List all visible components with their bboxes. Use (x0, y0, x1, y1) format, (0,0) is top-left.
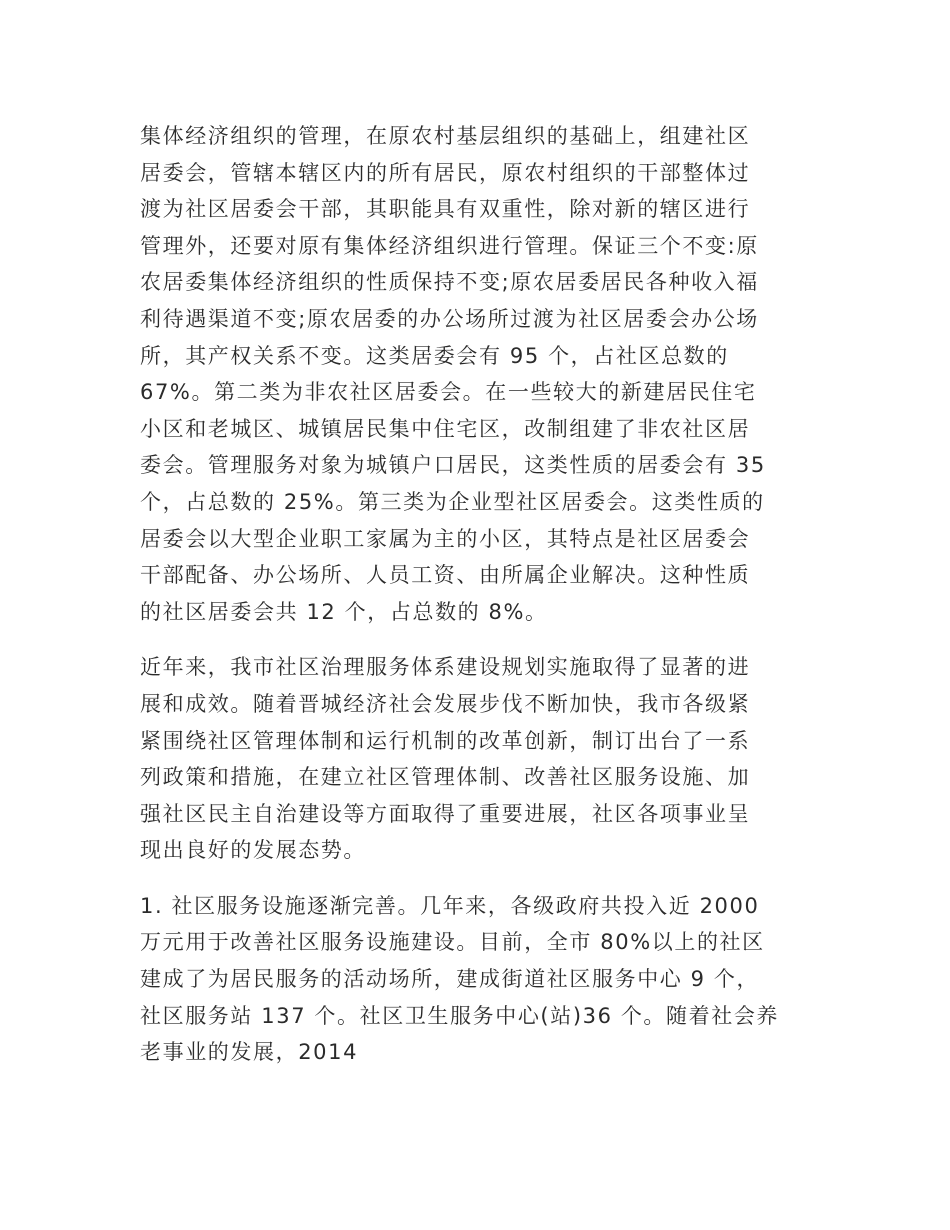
text-line: 展和成效。随着晋城经济社会发展步伐不断加快，我市各级紧 (140, 691, 751, 716)
text-line: 委会。管理服务对象为城镇户口居民，这类性质的居委会有 35 (140, 453, 766, 478)
text-line: 近年来，我市社区治理服务体系建设规划实施取得了显著的进 (140, 655, 751, 680)
text-line: 紧围绕社区管理体制和运行机制的改革创新，制订出台了一系 (140, 728, 751, 753)
document-body (140, 118, 812, 1090)
text-line: 建成了为居民服务的活动场所，建成街道社区服务中心 9 个， (140, 967, 760, 992)
text-line: 居委会，管辖本辖区内的所有居民，原农村组织的干部整体过 (140, 160, 751, 185)
text-line: 老事业的发展，2014 (140, 1040, 359, 1065)
text-line: 利待遇渠道不变;原农居委的办公场所过渡为社区居委会办公场 (140, 306, 759, 331)
text-line: 列政策和措施，在建立社区管理体制、改善社区服务设施、加 (140, 765, 751, 790)
text-line: 渡为社区居委会干部，其职能具有双重性，除对新的辖区进行 (140, 197, 751, 222)
text-line: 1. 社区服务设施逐渐完善。几年来，各级政府共投入近 2000 (140, 893, 760, 918)
text-line: 社区服务站 137 个。社区卫生服务中心(站)36 个。随着社会养 (140, 1003, 780, 1028)
text-line: 的社区居委会共 12 个，占总数的 8%。 (140, 599, 548, 624)
text-line: 干部配备、办公场所、人员工资、由所属企业解决。这种性质 (140, 563, 751, 588)
paragraph-1 (140, 118, 812, 630)
text-line: 居委会以大型企业职工家属为主的小区，其特点是社区居委会 (140, 526, 751, 551)
text-line: 管理外，还要对原有集体经济组织进行管理。保证三个不变:原 (140, 233, 759, 258)
text-line: 农居委集体经济组织的性质保持不变;原农居委居民各种收入福 (140, 270, 759, 295)
text-line: 现出良好的发展态势。 (140, 838, 366, 863)
text-line: 强社区民主自治建设等方面取得了重要进展，社区各项事业呈 (140, 801, 751, 826)
text-line: 集体经济组织的管理，在原农村基层组织的基础上，组建社区 (140, 124, 751, 148)
text-line: 所，其产权关系不变。这类居委会有 95 个，占社区总数的 (140, 343, 729, 368)
paragraph-3 (140, 888, 812, 1071)
text-line: 万元用于改善社区服务设施建设。目前，全市 80%以上的社区 (140, 930, 765, 955)
text-line: 小区和老城区、城镇居民集中住宅区，改制组建了非农社区居 (140, 416, 751, 441)
text-line: 个，占总数的 25%。第三类为企业型社区居委会。这类性质的 (140, 489, 765, 514)
paragraph-2 (140, 649, 812, 869)
text-line: 67%。第二类为非农社区居委会。在一些较大的新建居民住宅 (140, 380, 757, 405)
